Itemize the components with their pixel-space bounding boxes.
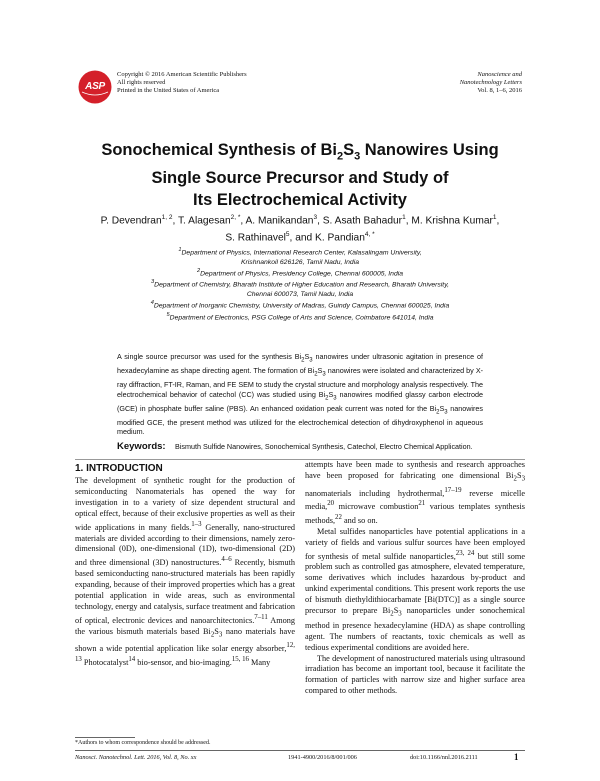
paragraph: The development of synthetic rought for the production of semiconducting Nanomaterials has opened the way for investigation in to a variety of size dependent structural and optical effect, because of their exclusive properties as well as their wide applications in many fields.$^{1-3}$ Generally, nano-structured materials are divided according to their dimensions, namely zero-dimensional (0D), one-dimensional (1D), two-dimensional (2D) and three dimensional (3D) nanostructures.$^{4-6}$ Recently, bismuth based semiconducting nano-structured materials has been rapidly expanding, because of their improved properties which has a great potential application in wide areas, such as environmental technology, energy and catalysis, surface treatment and fabrication of optical, electronic devices and nanoarchitectonics.$^{7-11}$ Among the various bismuth materials based $Bi_2S_3$ nano materials have shown a wide potential application like solar energy absorber,$^{12, 13}$ Photocatalyst$^{14}$ bio-sensor, and bio-imaging.$^{15, 16}$ Many — [75, 476, 296, 667]
keywords-label: Keywords: — [117, 441, 166, 452]
footer-issn: 1941-4900/2016/8/001/006 — [288, 754, 357, 761]
paragraph: Metal sulfides nanoparticles have potential applications in a variety of fields and various sulfur sources have been employed for synthesis of metal sulfide nanoparticles,$^{23, 24}$ but still some problem such as controlled gas atmosphere, elevated temperature, some derivatives which includes hazardous by-product and unkind experimental conditions. This present work reports the use of bismuth diethyldithiocarbamate [Bi(DTC)] as a single source precursor to prepare $Bi_2S_3$ nanoparticles under sonochemical method in presence hexadecylamine (HDA) as shape controlling agent. The numbers of reactants, toxic chemicals as well as tedious experimental conditions are avoided here. — [305, 526, 525, 652]
footer-doi: doi:10.1166/nnl.2016.2111 — [410, 754, 478, 761]
affiliation-item: $^5$Department of Electronics, PSG College of Arts and Science, Coimbatore 641014, India — [166, 311, 434, 322]
affiliation-item: $^1$Department of Physics, International Research Center, Kalasalingam University, — [178, 247, 422, 257]
affiliation-item: $^3$Department of Chemistry, Bharath Institute of Higher Education and Research, Bharath University, — [151, 279, 449, 289]
keywords-text: Bismuth Sulfide Nanowires, Sonochemical Synthesis, Catechol, Electro Chemical Application. — [175, 442, 473, 451]
author-list: P. Devendran$^{1, 2}$, T. Alagesan$^{2, *}$, A. Manikandan$^3$, S. Asath Bahadur$^1$, M. Krishna Kumar$^1$, S. Rathinavel$^5$, and K. Pandian$^{4, *}$ — [100, 214, 500, 244]
footer-rule — [75, 750, 525, 751]
paragraph: The development of nanostructured materials using ultrasound irradiation has become an important tool, because it facilitate the formation of particles with narrow size and higher surface area compared to other methods. — [305, 653, 525, 696]
affiliation-item: $^2$Department of Physics, Presidency College, Chennai 600005, India — [196, 267, 404, 278]
correspondence-footnote: *Authors to whom correspondence should be addressed. — [75, 740, 211, 746]
section-heading: 1. INTRODUCTION — [75, 463, 163, 474]
body-column-left — [75, 476, 295, 669]
page-number: 1 — [514, 752, 519, 762]
affiliation-item: $^4$Department of Inorganic Chemistry, University of Madras, Guindy Campus, Chennai 600025, India — [150, 300, 450, 310]
paper-title: Sonochemical Synthesis of $Bi_2S_3$ Nanowires Using Single Source Precursor and Study of Its Electrochemical Activity — [101, 141, 499, 210]
paragraph: attempts have been made to synthesis and research approaches have been proposed for fabricating one dimensional $Bi_2S_3$ nanomaterials including hydrothermal,$^{17-19}$ reverse micelle media,$^{20}$ microwave combustion$^{21}$ various templates synthesis methods,$^{22}$ and so on. — [305, 460, 525, 525]
body-column-right — [305, 460, 525, 697]
abstract: A single source precursor was used for the synthesis $Bi_2S_3$ nanowires under ultrasonic agitation in presence of hexadecylamine as shape directing agent. The formation of $Bi_2S_3$ nanowires were isolated and characterized by X-ray diffraction, FT-IR, Raman, and FE SEM to study the crystal structure and morphology analysis respectively. The electrochemical behavior of catechol (CC) was studied using $Bi_2S_3$ nanowires modified glassy carbon electrode (GCE) in phosphate buffer saline (PBS). An enhanced oxidation peak current was noted for the $Bi_2S_3$ nanowires modified GCE, the present method was utilized for the electrochemical detection of dihydroxyphenol in aqueous medium. — [117, 352, 484, 437]
footnote-rule — [75, 737, 135, 738]
affiliation-item: Chennai 600073, Tamil Nadu, India — [246, 290, 354, 298]
copyright-notice: Copyright © 2016 American Scientific Publishers All rights reserved Printed in the United States of America — [117, 71, 247, 94]
publisher-logo-text: ASP — [85, 81, 105, 92]
journal-info: Nanoscience and Nanotechnology Letters Vol. 8, 1–6, 2016 — [459, 71, 522, 94]
affiliation-list — [60, 246, 540, 322]
footer-citation: Nanosci. Nanotechnol. Lett. 2016, Vol. 8, No. xx — [75, 754, 197, 761]
affiliation-item: Krishnankoil 626126, Tamil Nadu, India — [240, 258, 359, 266]
